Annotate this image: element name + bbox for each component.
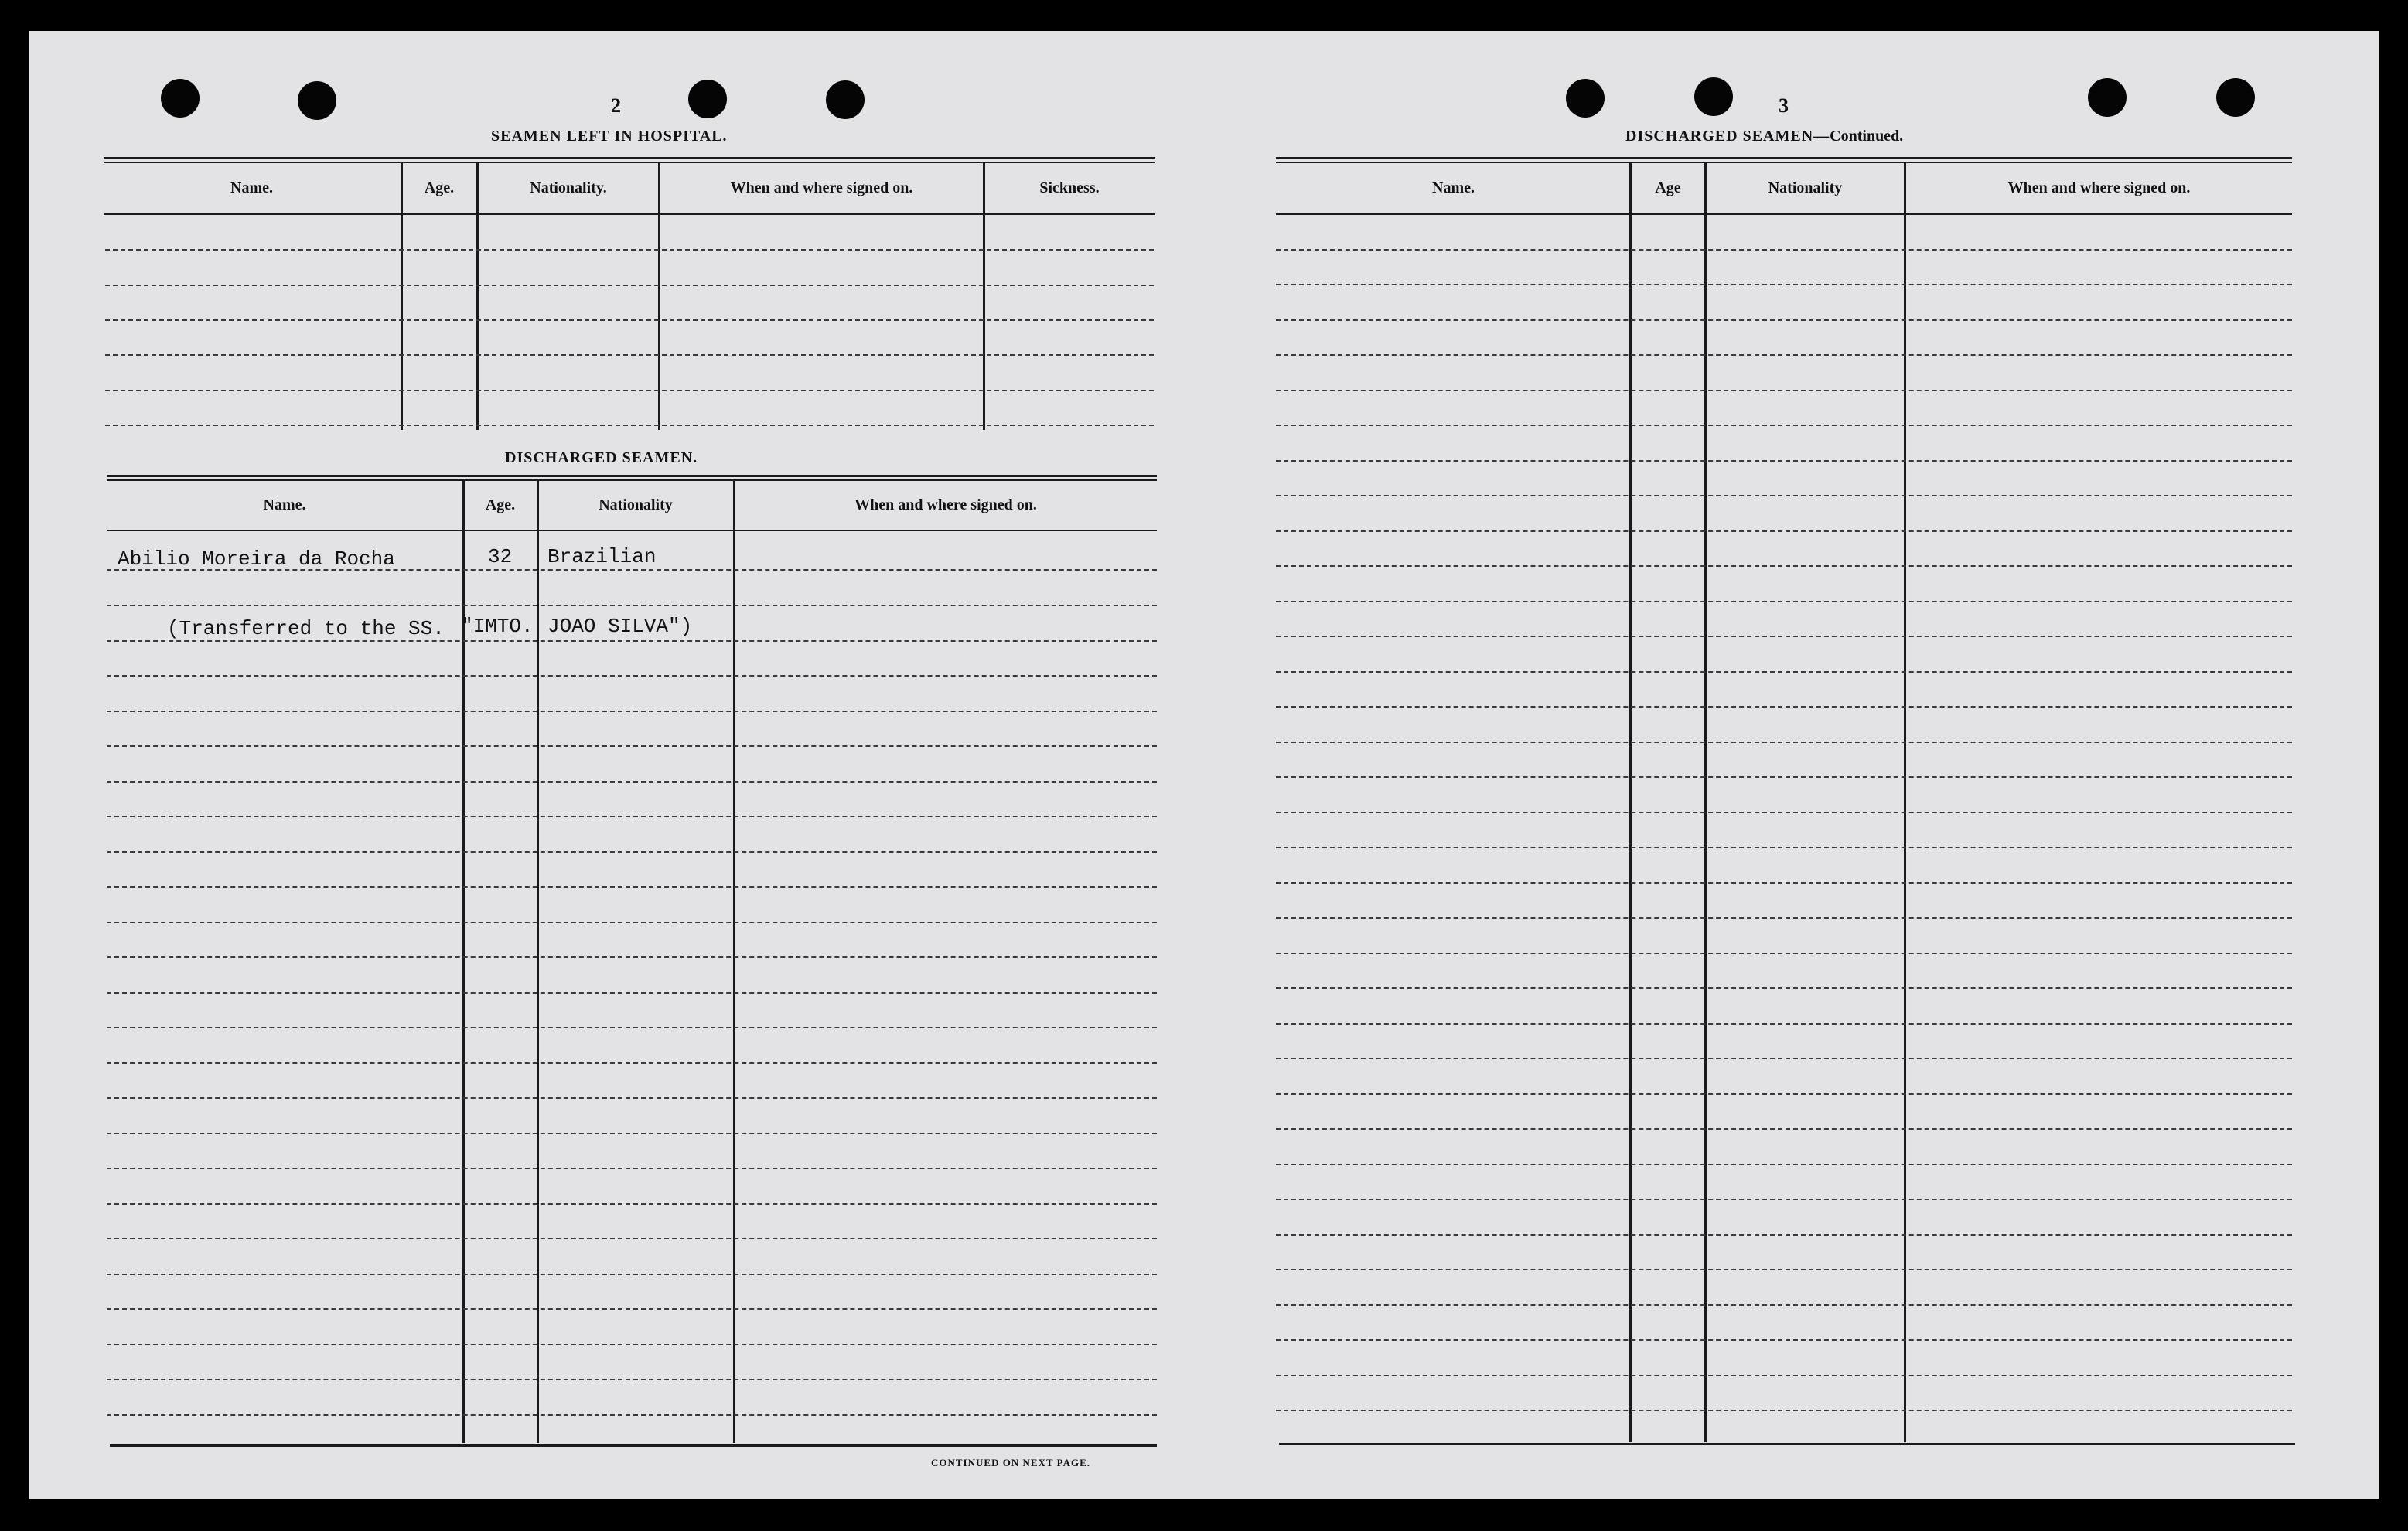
punch-hole [2216,78,2255,117]
punch-hole [688,80,727,118]
transfer-note-name: (Transferred to the SS. [167,617,445,640]
entry-line [105,390,1154,391]
entry-line [107,886,1157,888]
left-page [29,31,1157,1499]
punch-hole [161,79,200,118]
entry-line [107,1379,1157,1380]
column-divider [733,481,735,1443]
table-top-rule [107,475,1157,481]
entry-line [1276,495,2292,496]
entry-line [1276,354,2292,356]
transfer-note-age: "IMTO. [461,615,534,638]
col-header-nationality: Nationality [1768,179,1843,196]
col-header-age: Age. [424,179,455,196]
entry-line [1276,812,2292,813]
entry-line [107,569,1157,571]
header-rule [104,213,1155,215]
table-bottom-rule [110,1444,1158,1447]
entry-line [1276,1304,2292,1306]
entry-line [107,1308,1157,1310]
entry-line [107,956,1157,958]
entry-line [1276,776,2292,778]
page-number: 2 [611,94,621,117]
entry-line [1276,425,2292,426]
column-divider [537,481,539,1443]
right-page [1157,31,2379,1499]
entry-line [107,781,1157,783]
entry-line [105,354,1154,356]
entry-line [107,675,1157,677]
entry-line [1276,1058,2292,1059]
entry-line [1276,882,2292,884]
entry-line [1276,284,2292,285]
entry-line [107,1344,1157,1345]
entry-line [1276,706,2292,708]
entry-line [107,1238,1157,1239]
entry-line [1276,742,2292,743]
entry-line [107,816,1157,817]
discharged-section-title: DISCHARGED SEAMEN. [505,449,698,466]
entry-line [107,922,1157,923]
seaman-name: Abilio Moreira da Rocha [118,547,395,571]
punch-hole [1694,77,1733,116]
entry-line [1276,1234,2292,1236]
entry-line [1276,917,2292,919]
entry-line [107,1203,1157,1205]
entry-line [107,1414,1157,1416]
entry-line [1276,1023,2292,1025]
entry-line [105,425,1154,426]
punch-hole [2088,78,2127,117]
punch-hole [298,81,336,120]
entry-line [1276,1199,2292,1200]
col-header-name: Name. [230,179,273,196]
entry-line [107,1062,1157,1064]
entry-line [1276,847,2292,848]
entry-line [1276,1375,2292,1376]
entry-line [107,1133,1157,1134]
entry-line [1276,249,2292,251]
punch-hole [826,80,865,119]
entry-line [1276,636,2292,637]
entry-line [107,711,1157,712]
entry-line [1276,953,2292,954]
entry-line [1276,1128,2292,1130]
table-top-rule [104,157,1155,163]
header-rule [107,530,1157,531]
header-rule [1276,213,2292,215]
entry-line [1276,601,2292,602]
entry-line [1276,1410,2292,1411]
col-header-nationality: Nationality. [530,179,607,196]
seaman-age: 32 [488,545,513,568]
entry-line [105,249,1154,251]
entry-line [107,1097,1157,1099]
entry-line [1276,1093,2292,1095]
continued-note: CONTINUED ON NEXT PAGE. [931,1457,1090,1468]
col-header-sickness: Sickness. [1039,179,1100,196]
title-suffix: Continued. [1830,128,1904,145]
col-header-name: Name. [263,496,306,513]
entry-line [1276,390,2292,391]
table-bottom-rule [1279,1443,2295,1445]
page-number: 3 [1779,94,1789,117]
col-header-name: Name. [1432,179,1475,196]
transfer-note-ship: JOAO SILVA") [547,615,693,638]
table-top-rule [1276,157,2292,163]
seaman-nationality: Brazilian [547,545,657,568]
entry-line [107,605,1157,606]
entry-line [1276,319,2292,321]
entry-line [105,319,1154,321]
entry-line [1276,530,2292,532]
col-header-age: Age. [485,496,516,513]
entry-line [1276,1269,2292,1270]
entry-line [1276,1164,2292,1165]
entry-line [107,1027,1157,1028]
col-header-age: Age [1655,179,1681,196]
hospital-section-title: SEAMEN LEFT IN HOSPITAL. [491,128,728,145]
entry-line [1276,671,2292,673]
entry-line [107,851,1157,853]
punch-hole [1566,79,1605,118]
col-header-signed-on: When and where signed on. [854,496,1037,513]
entry-line [1276,1339,2292,1341]
entry-line [1276,987,2292,989]
col-header-signed-on: When and where signed on. [2007,179,2191,196]
entry-line [107,1168,1157,1169]
entry-line [107,1274,1157,1275]
entry-line [1276,565,2292,567]
discharged-continued-title [1625,128,1903,145]
entry-line [107,992,1157,994]
title-main: DISCHARGED SEAMEN— [1625,128,1830,145]
entry-line [1276,460,2292,462]
entry-line [107,640,1157,642]
col-header-signed-on: When and where signed on. [730,179,913,196]
entry-line [107,745,1157,747]
col-header-nationality: Nationality [599,496,673,513]
entry-line [105,285,1154,286]
